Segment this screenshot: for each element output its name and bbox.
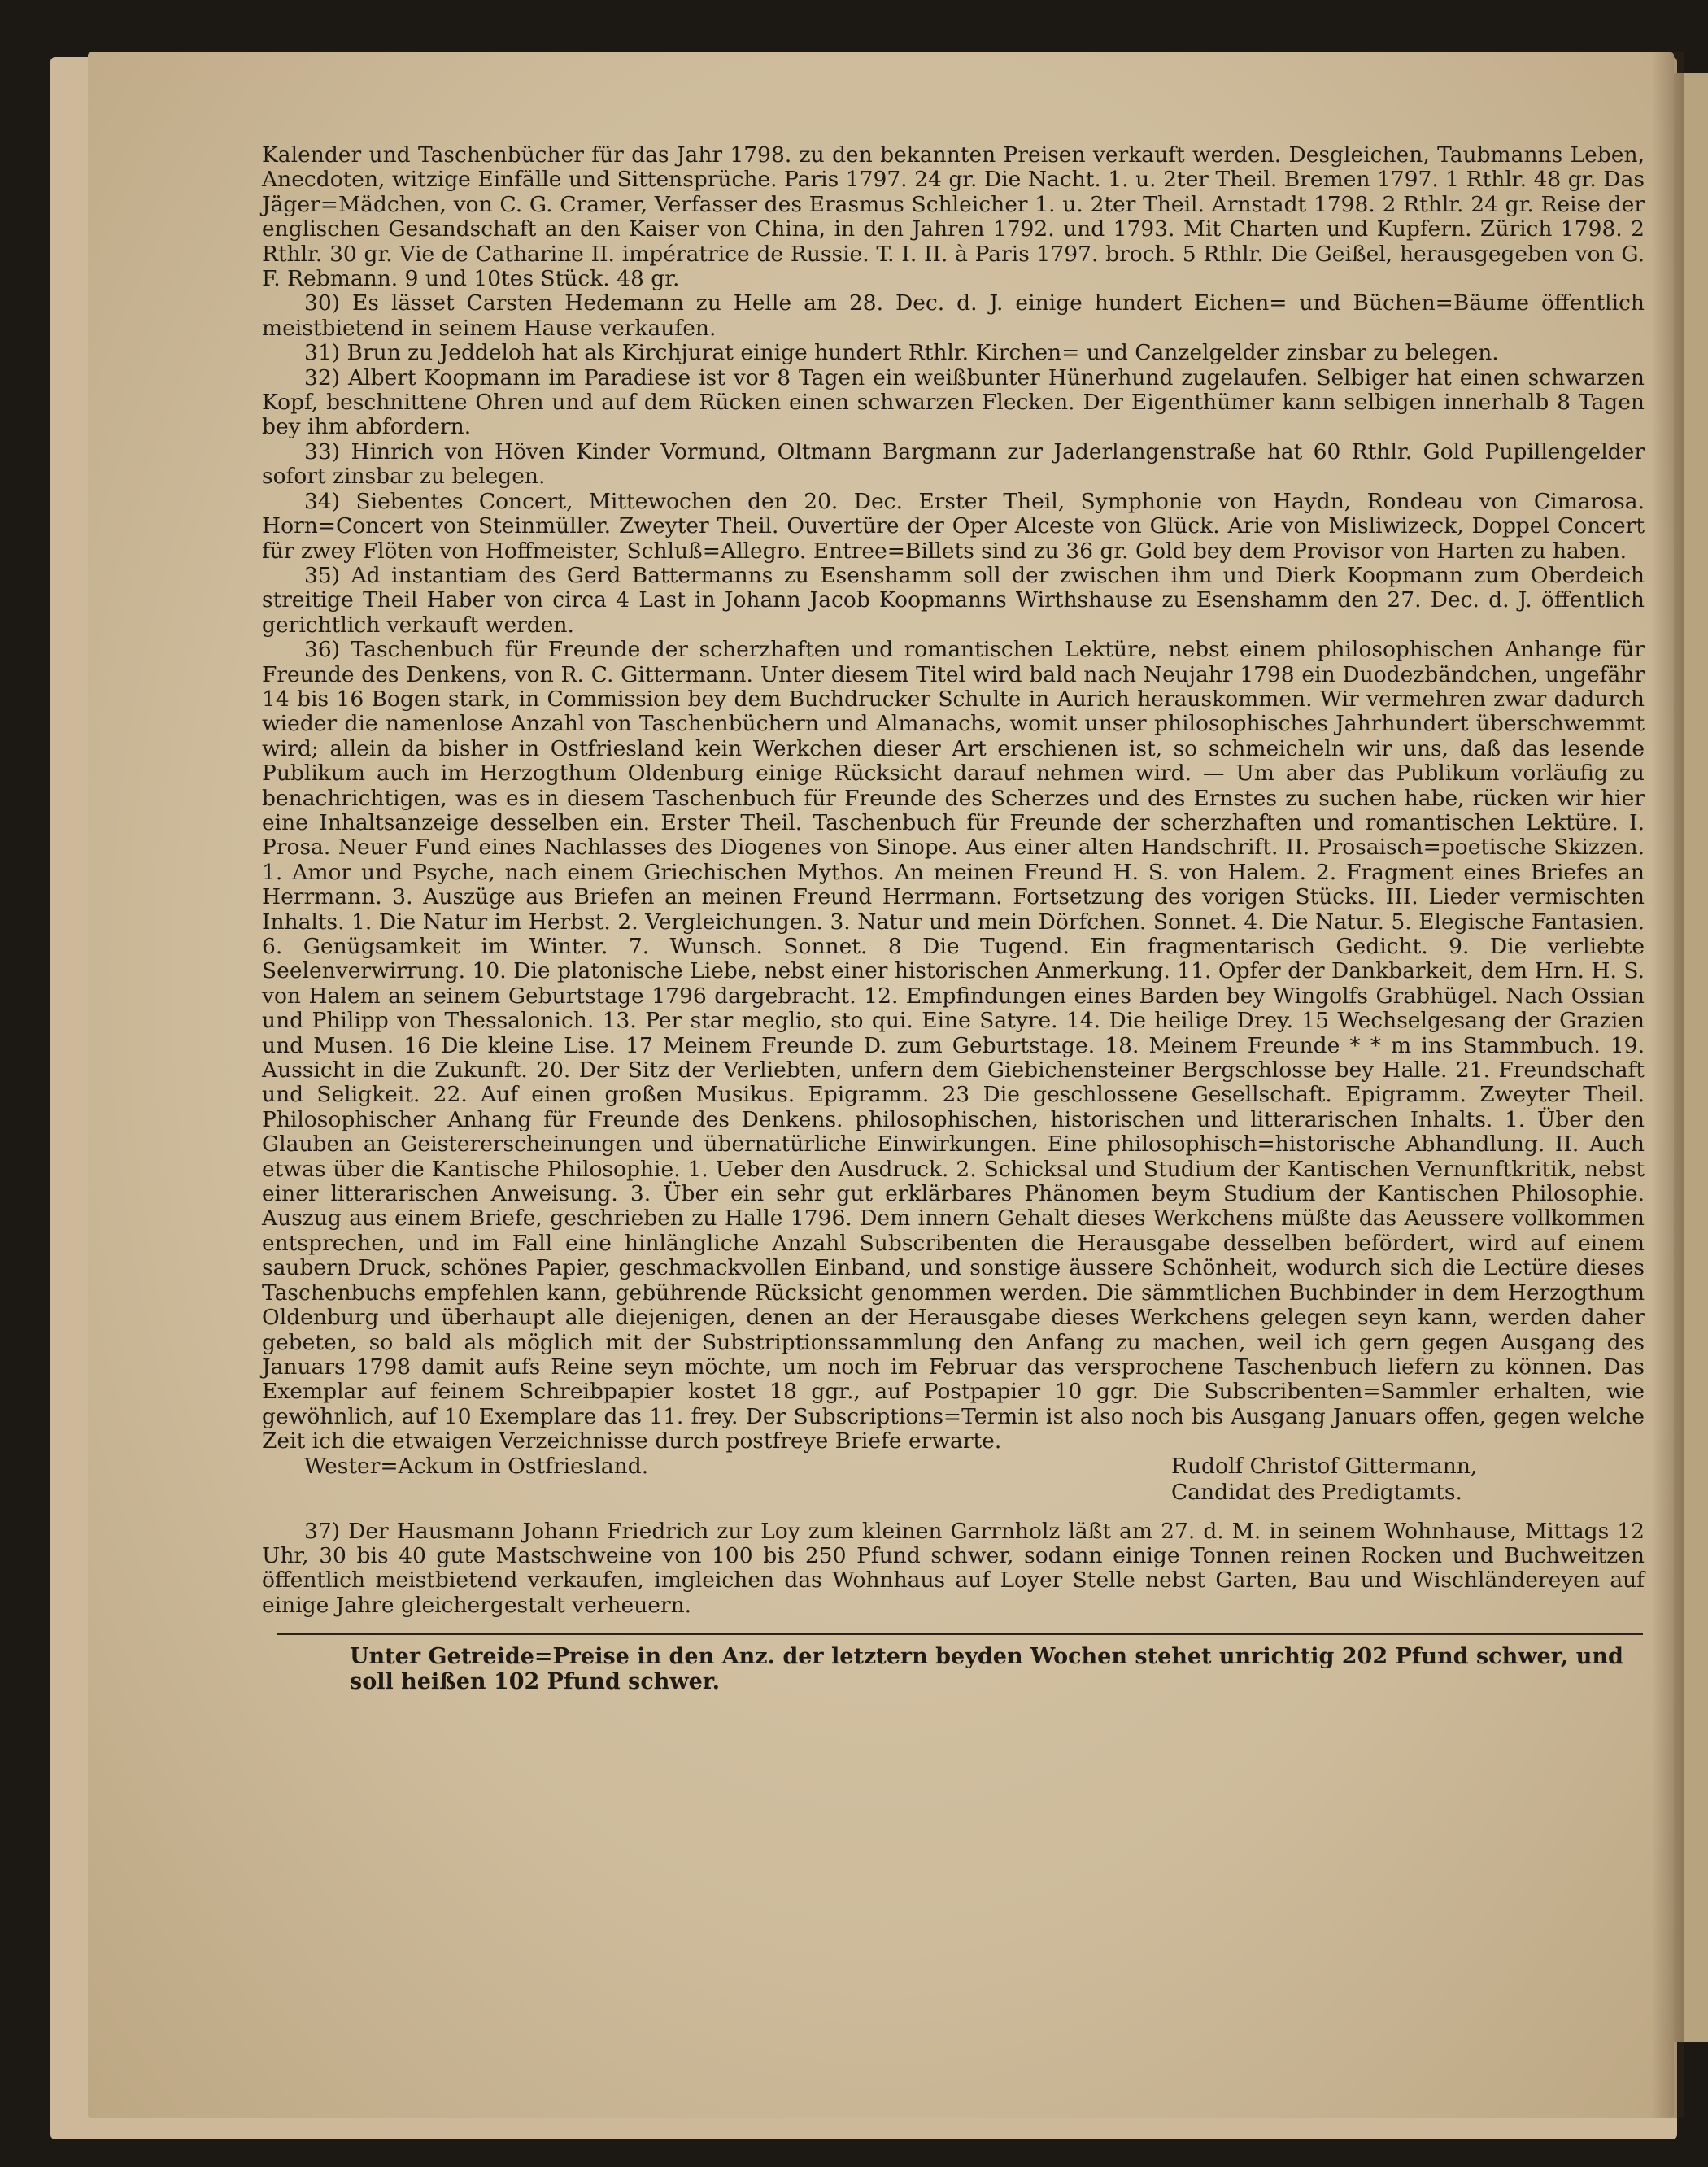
- page-body: [262, 143, 1645, 1618]
- page-gutter-shadow: [1651, 52, 1684, 2118]
- paragraph-item-37: 37) Der Hausmann Johann Friedrich zur Loy zum kleinen Garrnholz läßt am 27. d. M. in seinem Wohnhause, Mittags 12 Uhr, 30 bis 40 gute Mastschweine von 100 bis 250 Pfund schwer, sodann einige Tonnen reinen Rocken und Buchweitzen öffentlich meistbietend verkaufen, imgleichen das Wohnhaus auf Loyer Stelle nebst Garten, Bau und Wischländereyen auf einige Jahre gleichergestalt verheuern.: [262, 1518, 1645, 1618]
- signature-block: [262, 1454, 1645, 1506]
- paragraph-item-33: 33) Hinrich von Höven Kinder Vormund, Oltmann Bargmann zur Jaderlangenstraße hat 60 Rthlr. Gold Pupillengelder sofort zinsbar zu belegen.: [262, 438, 1645, 490]
- signature-name: Rudolf Christof Gittermann,: [1171, 1453, 1478, 1479]
- correction-note: Unter Getreide=Preise in den Anz. der letztern beyden Wochen stehet unrichtig 202 Pfund schwer, und soll heißen 102 Pfund schwer.: [350, 1644, 1623, 1694]
- paragraph-item-36: 36) Taschenbuch für Freunde der scherzhaften und romantischen Lektüre, nebst einem philosophischen Anhange für Freunde des Denkens, von R. C. Gittermann. Unter diesem Titel wird bald nach Neujahr 1798 ein Duodezbändchen, ungefähr 14 bis 16 Bogen stark, in Commission bey dem Buchdrucker Schulte in Aurich herauskommen. Wir vermehren zwar dadurch wieder die namenlose Anzahl von Taschenbüchern und Almanachs, womit unser philosophisches Jahrhundert überschwemmt wird; allein da bisher in Ostfriesland kein Werkchen dieser Art erschienen ist, so schmeicheln wir uns, daß das lesende Publikum auch im Herzogthum Oldenburg einige Rücksicht darauf nehmen wird. — Um aber das Publikum vorläufig zu benachrichtigen, was es in diesem Taschenbuch für Freunde des Scherzes und des Ernstes zu suchen habe, rücken wir hier eine Inhaltsanzeige desselben ein. Erster Theil. Taschenbuch für Freunde der scherzhaften und romantischen Lektüre. I. Prosa. Neuer Fund eines Nachlasses des Diogenes von Sinope. Aus einer alten Handschrift. II. Prosaisch=poetische Skizzen. 1. Amor und Psyche, nach einem Griechischen Mythos. An meinen Freund H. S. von Halem. 2. Fragment eines Briefes an Herrmann. 3. Auszüge aus Briefen an meinen Freund Herrmann. Fortsetzung des vorigen Stücks. III. Lieder vermischten Inhalts. 1. Die Natur im Herbst. 2. Vergleichungen. 3. Natur und mein Dörfchen. Sonnet. 4. Die Natur. 5. Elegische Fantasien. 6. Genügsamkeit im Winter. 7. Wunsch. Sonnet. 8 Die Tugend. Ein fragmentarisch Gedicht. 9. Die verliebte Seelenverwirrung. 10. Die platonische Liebe, nebst einer historischen Anmerkung. 11. Opfer der Dankbarkeit, dem Hrn. H. S. von Halem an seinem Geburtstage 1796 dargebracht. 12. Empfindungen eines Barden bey Wingolfs Grabhügel. Nach Ossian und Philipp von Thessalonich. 13. Per star meglio, sto qui. Eine Satyre. 14. Die heilige Drey. 15 Wechselgesang der Grazien und Musen. 16 Die kleine Lise. 17 Meinem Freunde D. zum Geburtstage. 18. Meinem Freunde * * m ins Stammbuch. 19. Aussicht in die Zukunft. 20. Der Sitz der Verliebten, unfern dem Giebichensteiner Bergschlosse bey Halle. 21. Freundschaft und Seligkeit. 22. Auf einen großen Musikus. Epigramm. 23 Die geschlossene Gesellschaft. Epigramm. Zweyter Theil. Philosophischer Anhang für Freunde des Denkens. philosophischen, historischen und litterarischen Inhalts. 1. Über den Glauben an Geistererscheinungen und übernatürliche Einwirkungen. Eine philosophisch=historische Abhandlung. II. Auch etwas über die Kantische Philosophie. 1. Ueber den Ausdruck. 2. Schicksal und Studium der Kantischen Vernunftkritik, nebst einer litterarischen Anweisung. 3. Über ein sehr gut erklärbares Phänomen beym Studium der Kantischen Philosophie. Auszug aus einem Briefe, geschrieben zu Halle 1796. Dem innern Gehalt dieses Werkchens müßte das Aeussere vollkommen entsprechen, und im Fall eine hinlängliche Anzahl Subscribenten die Herausgabe desselben befördert, wird auf einem saubern Druck, schönes Papier, geschmackvollen Einband, und sonstige äussere Schönheit, wodurch sich die Lectüre dieses Taschenbuchs empfehlen kann, gebührende Rücksicht genommen werden. Die sämmtlichen Buchbinder in dem Herzogthum Oldenburg und überhaupt alle diejenigen, denen an der Herausgabe dieses Werkchens gelegen seyn kann, werden daher gebeten, so bald als möglich mit der Substriptionssammlung den Anfang zu machen, weil ich gern gegen Ausgang des Januars 1798 damit aufs Reine seyn möchte, um noch im Februar das versprochene Taschenbuch liefern zu können. Das Exemplar auf feinem Schreibpapier kostet 18 ggr., auf Postpapier 10 ggr. Die Subscribenten=Sammler erhalten, wie gewöhnlich, auf 10 Exemplare das 11. frey. Der Subscriptions=Termin ist also noch bis Ausgang Januars offen, gegen welche Zeit ich die etwaigen Verzeichnisse durch postfreye Briefe erwarte.: [262, 637, 1645, 1454]
- paragraph-item-34: 34) Siebentes Concert, Mittewochen den 20. Dec. Erster Theil, Symphonie von Haydn, Rondeau von Cimarosa. Horn=Concert von Steinmüller. Zweyter Theil. Ouvertüre der Oper Alceste von Glück. Arie von Misliwizeck, Doppel Concert für zwey Flöten von Hoffmeister, Schluß=Allegro. Entree=Billets sind zu 36 gr. Gold bey dem Provisor von Harten zu haben.: [262, 488, 1645, 564]
- paragraph-item-31: 31) Brun zu Jeddeloh hat als Kirchjurat einige hundert Rthlr. Kirchen= und Canzelgelder zinsbar zu belegen.: [304, 340, 1499, 366]
- paragraph-item-30: 30) Es lässet Carsten Hedemann zu Helle am 28. Dec. d. J. einige hundert Eichen= und Büchen=Bäume öffentlich meistbietend in seinem Hause verkaufen.: [262, 290, 1645, 341]
- paragraph-item-32: 32) Albert Koopmann im Paradiese ist vor 8 Tagen ein weißbunter Hünerhund zugelaufen. Selbiger hat einen schwarzen Kopf, beschnittene Ohren und auf dem Rücken einen schwarzen Flecken. Der Eigenthümer kann selbigen innerhalb 8 Tagen bey ihm abfordern.: [262, 364, 1645, 440]
- separator-rule: [277, 1633, 1643, 1635]
- paragraph-book-list: Kalender und Taschenbücher für das Jahr 1798. zu den bekannten Preisen verkauft werden. Desgleichen, Taubmanns Leben, Anecdoten, witzige Einfälle und Sittensprüche. Paris 1797. 24 gr. Die Nacht. 1. u. 2ter Theil. Bremen 1797. 1 Rthlr. 48 gr. Das Jäger=Mädchen, von C. G. Cramer, Verfasser des Erasmus Schleicher 1. u. 2ter Theil. Arnstadt 1798. 2 Rthlr. 24 gr. Reise der englischen Gesandschaft an den Kaiser von China, in den Jahren 1792. und 1793. Mit Charten und Kupfern. Zürich 1798. 2 Rthlr. 30 gr. Vie de Catharine II. impératrice de Russie. T. I. II. à Paris 1797. broch. 5 Rthlr. Die Geißel, herausgegeben von G. F. Rebmann. 9 und 10tes Stück. 48 gr.: [262, 142, 1645, 292]
- paragraph-item-35: 35) Ad instantiam des Gerd Battermanns zu Esenshamm soll der zwischen ihm und Dierk Koopmann zum Oberdeich streitige Theil Haber von circa 4 Last in Johann Jacob Koopmanns Wirthshause zu Esenshamm den 27. Dec. d. J. öffentlich gerichtlich verkauft werden.: [262, 562, 1645, 638]
- signature-place: Wester=Ackum in Ostfriesland.: [304, 1453, 649, 1479]
- signature-title: Candidat des Predigtamts.: [1171, 1479, 1462, 1505]
